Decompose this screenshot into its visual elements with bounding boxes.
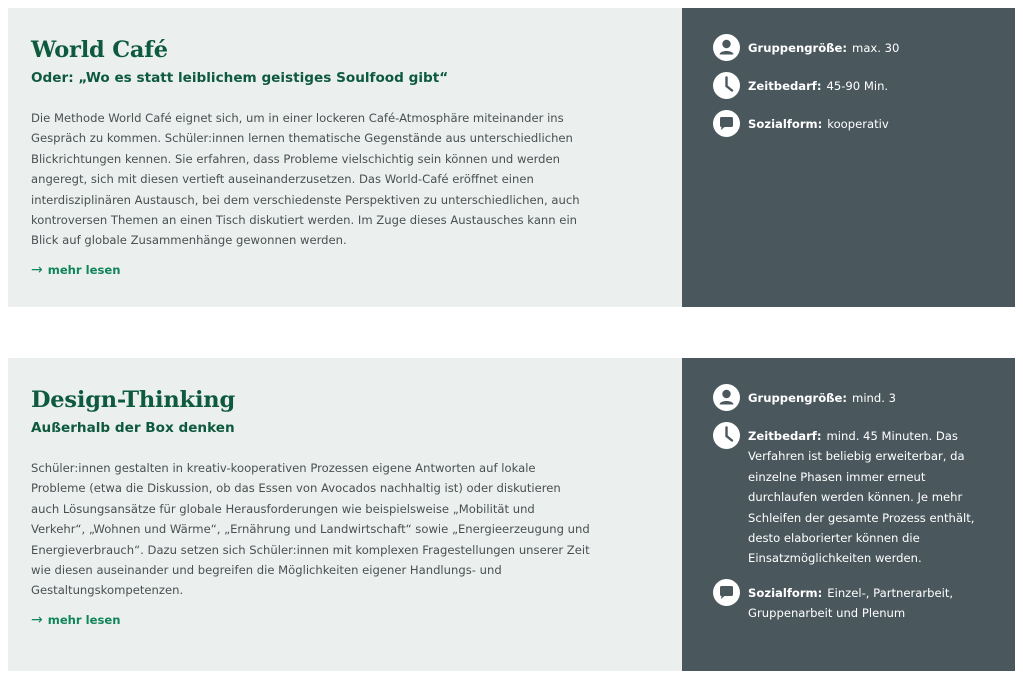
info-label: Zeitbedarf: <box>748 429 822 443</box>
clock-icon <box>713 422 740 449</box>
read-more-link[interactable] <box>31 263 121 277</box>
info-label: Sozialform: <box>748 585 823 600</box>
card-info-panel <box>682 8 1015 307</box>
info-time <box>713 76 993 99</box>
info-value: Einzel-, Partnerarbeit, Gruppenarbeit und Plenum <box>748 585 954 621</box>
card-main <box>8 8 682 307</box>
method-card-design-thinking <box>8 358 1015 671</box>
card-description: Die Methode World Café eignet sich, um in einer lockeren Café-Atmosphäre miteinander ins Gespräch zu kommen. Schüler:innen lernen thematische Gegenstände aus unterschiedlichen Blickrichtungen kennen. Sie erfahren, dass Probleme vielschichtig sein können und werden angeregt, sich mit diesen vertieft auseinanderzusetzen. Das World-Café eröffnet einen interdisziplinären Austausch, bei dem verschiedenste Perspektiven zu unterschiedlichen, auch kontroversen Themen an einen Tisch diskutiert werden. Im Zuge dieses Austausches kann ein Blick auf globale Zusammenhänge gewonnen werden. <box>31 111 580 248</box>
speech-bubble-icon <box>713 579 740 606</box>
read-more-label: mehr lesen <box>47 612 121 627</box>
read-more-label: mehr lesen <box>47 262 121 277</box>
arrow-right-icon: → <box>31 611 43 628</box>
info-text <box>748 388 896 408</box>
info-label: Zeitbedarf: <box>748 79 822 93</box>
card-info-panel <box>682 358 1015 671</box>
info-text <box>748 76 888 96</box>
info-text <box>748 583 993 624</box>
info-label: Sozialform: <box>748 117 823 131</box>
user-icon <box>713 34 740 61</box>
user-icon <box>713 384 740 411</box>
info-text <box>748 38 899 58</box>
card-subtitle: Oder: „Wo es statt leiblichem geistiges Soulfood gibt“ <box>31 70 449 86</box>
card-title: Design-Thinking <box>31 387 235 413</box>
card-subtitle: Außerhalb der Box denken <box>31 420 235 436</box>
card-description: Schüler:innen gestalten in kreativ-kooperativen Prozessen eigene Antworten auf lokale Probleme (etwa die Diskussion, ob das Essen von Avocados nachhaltig ist) oder diskutieren auch Lösungsansätze für globale Herausforderungen wie beispielsweise „Mobilität und Verkehr“, „Wohnen und Wärme“, „Ernährung und Landwirtschaft“ sowie „Energieerzeugung und Energieverbrauch“. Dazu setzen sich Schüler:innen mit komplexen Fragestellungen unserer Zeit wie diesen auseinander und begreifen die Möglichkeiten eigener Handlungs- und Gestaltungskompetenzen. <box>31 461 590 598</box>
info-value: mind. 45 Minuten. Das Verfahren ist beliebig erweiterbar, da einzelne Phasen immer erneut durchlaufen werden können. Je mehr Schleifen der gesamte Prozess enthält, desto elaborierter können die Einsatzmöglichkeiten werden. <box>748 429 975 566</box>
arrow-right-icon: → <box>31 261 43 278</box>
info-social-form <box>713 114 993 137</box>
clock-icon <box>713 72 740 99</box>
info-group-size <box>713 388 993 411</box>
card-title: World Café <box>31 37 168 63</box>
info-value: mind. 3 <box>852 391 897 405</box>
card-main <box>8 358 682 671</box>
info-social-form <box>713 583 993 624</box>
info-text <box>748 426 993 569</box>
info-value: max. 30 <box>852 41 900 55</box>
info-label: Gruppengröße: <box>748 41 848 55</box>
info-group-size <box>713 38 993 61</box>
speech-bubble-icon <box>713 110 740 137</box>
info-time <box>713 426 993 569</box>
info-value: kooperativ <box>827 117 889 131</box>
info-value: 45-90 Min. <box>826 79 889 93</box>
method-card-world-cafe <box>8 8 1015 307</box>
info-label: Gruppengröße: <box>748 391 848 405</box>
info-text <box>748 114 889 134</box>
read-more-link[interactable] <box>31 613 121 627</box>
